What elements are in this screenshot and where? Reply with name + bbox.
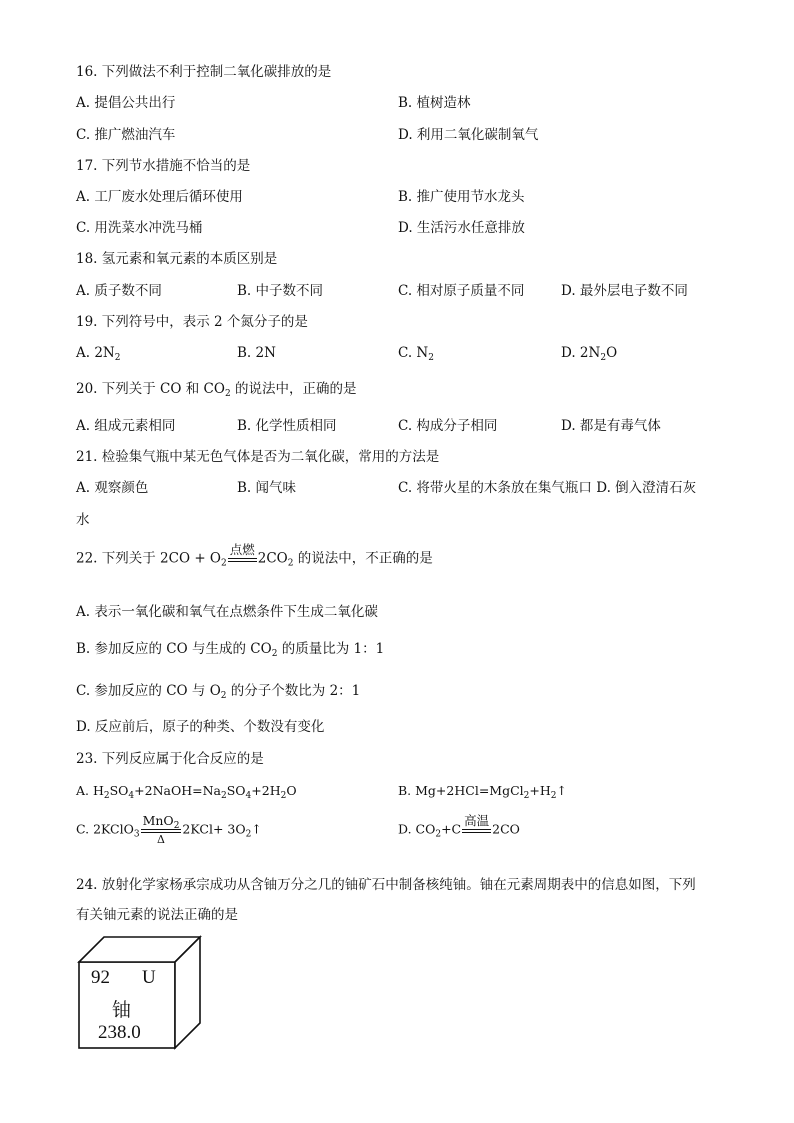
element-symbol: U (142, 967, 156, 988)
q23-option-a: A. $H_2SO_4+2NaOH=Na_2SO_4+2H_2O$ (76, 783, 297, 801)
q18-option-c: C. 相对原子质量不同 (398, 283, 525, 299)
element-cube-drawing (76, 934, 206, 1052)
q22-option-c: C. 参加反应的 CO 与 $O_2$ 的分子个数比为 2：1 (76, 683, 361, 701)
q21-stem: 21. 检验集气瓶中某无色气体是否为二氧化碳，常用的方法是 (76, 449, 440, 465)
q20-option-c: C. 构成分子相同 (398, 418, 498, 434)
reaction-condition-mno2: MnO$_2$ Δ (142, 813, 180, 846)
q17-option-c: C. 用洗菜水冲洗马桶 (76, 220, 203, 236)
element-card-uranium (76, 934, 206, 1052)
atomic-number: 92 (91, 967, 110, 988)
q24-stem-line2: 有关铀元素的说法正确的是 (76, 907, 238, 923)
element-name: 铀 (112, 1000, 132, 1021)
q16-stem: 16. 下列做法不利于控制二氧化碳排放的是 (76, 64, 332, 80)
q23-option-b: B. $Mg+2HCl=MgCl_2+H_2↑$ (398, 783, 567, 801)
q16-option-b: B. 植树造林 (398, 95, 471, 111)
atomic-mass: 238.0 (98, 1022, 141, 1043)
q20-option-b: B. 化学性质相同 (237, 418, 337, 434)
q23-option-c: C. 2KClO$_3$ MnO$_2$ Δ $2KCl+ 3O_2↑$ (76, 813, 262, 846)
q17-stem: 17. 下列节水措施不恰当的是 (76, 158, 251, 174)
q18-option-a: A. 质子数不同 (76, 283, 162, 299)
q20-stem: 20. 下列关于 CO 和 $CO_2$ 的说法中，正确的是 (76, 381, 357, 399)
q19-stem: 19. 下列符号中，表示 2 个氮分子的是 (76, 314, 308, 330)
q22-option-a: A. 表示一氧化碳和氧气在点燃条件下生成二氧化碳 (76, 604, 378, 620)
reaction-condition-high-temp: 高温 (462, 815, 491, 845)
q21-option-d-wrap: 水 (76, 512, 90, 528)
q19-option-a: A. $2N_2$ (76, 345, 121, 363)
q21-option-a: A. 观察颜色 (76, 480, 149, 496)
q17-option-b: B. 推广使用节水龙头 (398, 189, 525, 205)
q18-option-b: B. 中子数不同 (237, 283, 324, 299)
q23-stem: 23. 下列反应属于化合反应的是 (76, 751, 264, 767)
q20-option-a: A. 组成元素相同 (76, 418, 176, 434)
q19-option-b: B. 2N (237, 345, 276, 361)
reaction-condition: 点燃 (228, 544, 257, 574)
q22-option-b: B. 参加反应的 CO 与生成的 $CO_2$ 的质量比为 1：1 (76, 641, 385, 659)
q17-option-d: D. 生活污水任意排放 (398, 220, 525, 236)
q20-option-d: D. 都是有毒气体 (561, 418, 661, 434)
q22-stem: 22. 下列关于 $2CO + O_2$ 点燃 $2CO_2$ 的说法中，不正确的是 (76, 544, 433, 574)
q19-option-c: C. $N_2$ (398, 345, 434, 363)
q21-option-b: B. 闻气味 (237, 480, 297, 496)
q18-stem: 18. 氢元素和氧元素的本质区别是 (76, 251, 278, 267)
q23-option-d: D. $CO_2+C$ 高温 2CO (398, 815, 520, 845)
q17-option-a: A. 工厂废水处理后循环使用 (76, 189, 243, 205)
q16-option-a: A. 提倡公共出行 (76, 95, 176, 111)
q18-option-d: D. 最外层电子数不同 (561, 283, 688, 299)
q16-option-c: C. 推广燃油汽车 (76, 127, 176, 143)
q24-stem-line1: 24. 放射化学家杨承宗成功从含铀万分之几的铀矿石中制备核纯铀。铀在元素周期表中的信息如图，下列 (76, 877, 696, 893)
q21-option-c-d: C. 将带火星的木条放在集气瓶口 D. 倒入澄清石灰 (398, 480, 697, 496)
q22-option-d: D. 反应前后，原子的种类、个数没有变化 (76, 719, 325, 735)
q16-option-d: D. 利用二氧化碳制氧气 (398, 127, 539, 143)
q19-option-d: D. $2N_2O$ (561, 345, 618, 363)
